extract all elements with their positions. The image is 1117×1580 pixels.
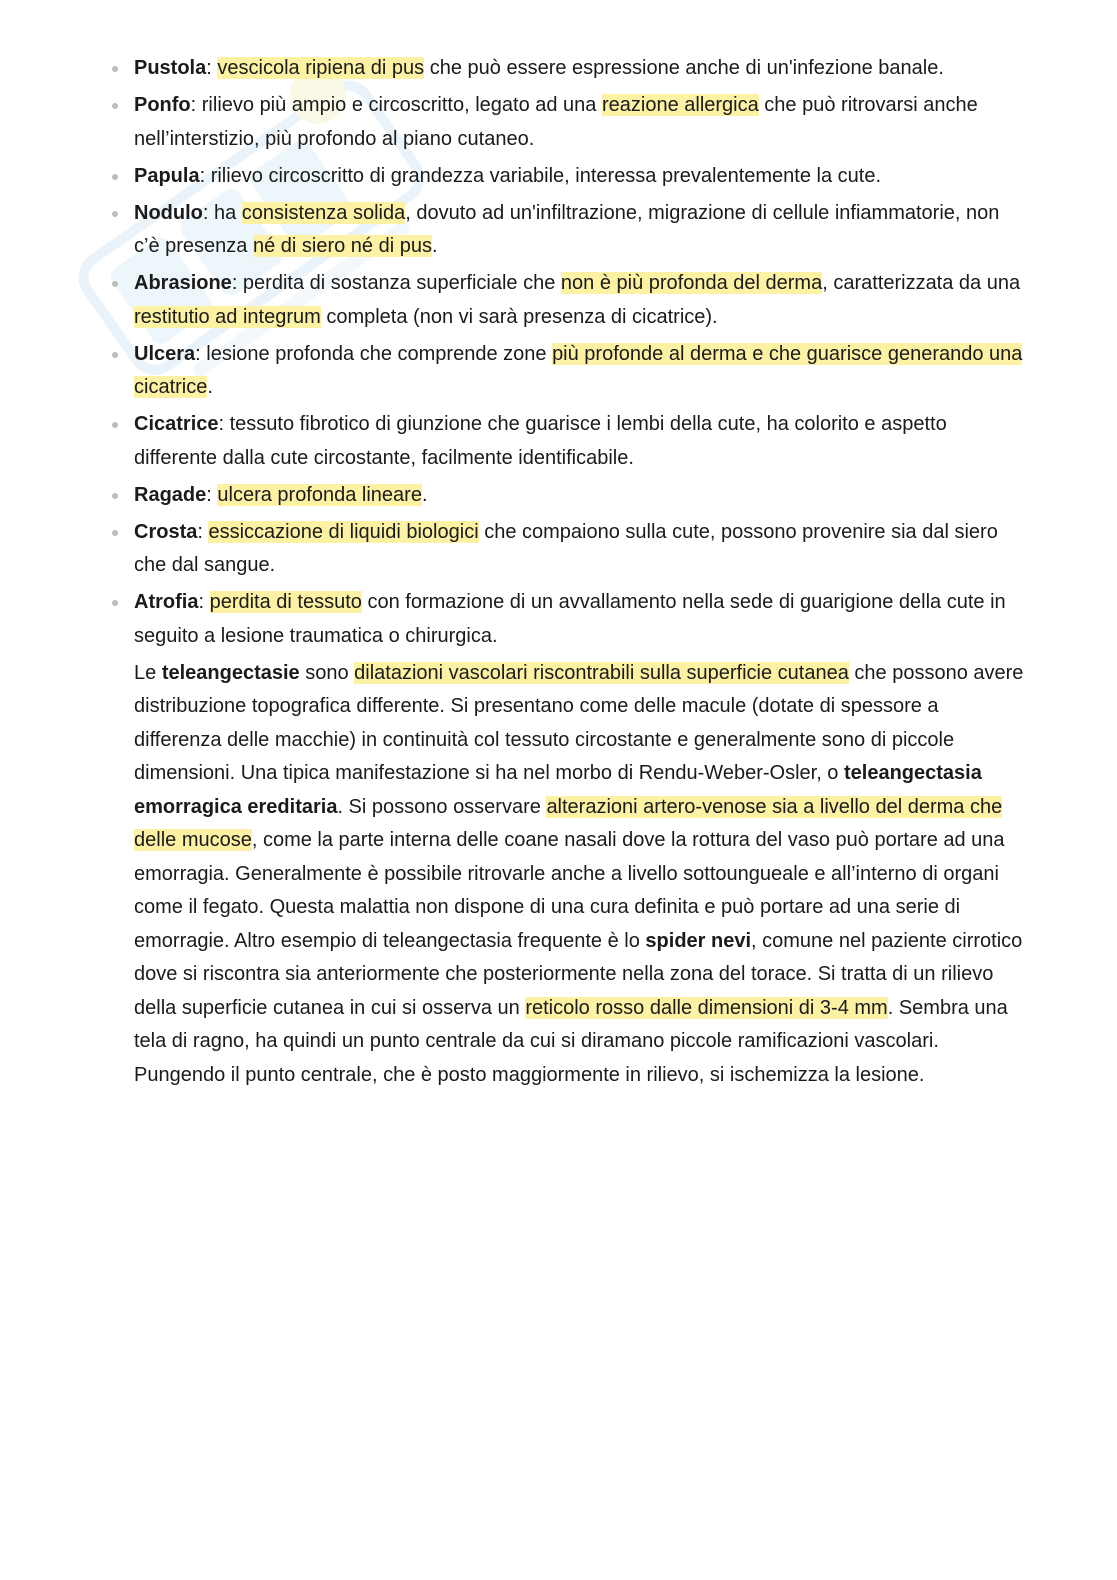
highlighted-text: dilatazioni vascolari riscontrabili sulla superficie cutanea (354, 661, 849, 684)
text-run: : rilievo più ampio e circoscritto, legato ad una (190, 94, 602, 116)
text-run: che possono avere distribuzione topografica differente. Si presentano come delle macule (dotate di spessore a differenza delle macchie) in continuità col tessuto circostante e generalmente sono di piccole dimensioni. Una tipica manifestazione si ha nel morbo di Rendu-Weber-Osler, o (134, 661, 1024, 784)
text-run: : lesione profonda che comprende zone (195, 342, 553, 365)
bold-term: spider nevi (645, 929, 752, 952)
text-run: : ha (202, 201, 242, 224)
highlighted-text: ulcera profonda lineare (217, 483, 422, 506)
definition-item-ulcera (134, 338, 1024, 405)
definition-term: Pustola (134, 57, 207, 79)
definition-item-papula (134, 160, 1024, 194)
highlighted-text: restitutio ad integrum (134, 305, 321, 328)
definition-term: Nodulo (134, 201, 203, 224)
highlighted-text: perdita di tessuto (209, 591, 362, 613)
definition-item-cicatrice (134, 408, 1024, 475)
definition-term: Ulcera (134, 342, 196, 365)
text-run: che compaiono sulla cute, possono provenire sia dal siero che dal sangue. (134, 520, 998, 576)
definition-term: Ragade (134, 483, 207, 506)
text-run: . (431, 235, 438, 257)
highlighted-text: più profonde al derma e che guarisce generando una cicatrice (134, 342, 1023, 398)
bold-term: teleangectasie (161, 661, 300, 684)
text-run: che può ritrovarsi anche nell’interstizio, più profondo al piano cutaneo. (134, 94, 978, 150)
highlighted-text: alterazioni artero-venose sia a livello del derma che delle mucose (134, 795, 1003, 851)
definition-term: Cicatrice (134, 413, 219, 435)
text-run: , come la parte interna delle coane nasali dove la rottura del vaso può portare ad una emorragia. Generalmente è possibile ritrovarle anche a livello sottoungueale e all’interno di organi come il fegato. Questa malattia non dispone di una cura definita e può portare ad una serie di emorragie. Altro esempio di teleangectasia frequente è lo (134, 829, 1005, 952)
definition-term: Abrasione (134, 272, 232, 294)
text-run: : tessuto fibrotico di giunzione che guarisce i lembi della cute, ha colorito e aspetto differente dalla cute circostante, facilmente identificabile. (134, 413, 947, 469)
highlighted-text: reticolo rosso dalle dimensioni di 3-4 mm (525, 996, 888, 1019)
highlighted-text: vescicola ripiena di pus (217, 57, 425, 79)
text-run: completa (non vi sarà presenza di cicatrice). (320, 305, 718, 328)
highlighted-text: consistenza solida (241, 201, 406, 224)
text-run: : (206, 483, 218, 506)
text-run: sono (299, 661, 355, 684)
teleangectasie-paragraph (134, 657, 1024, 1093)
text-run: . (421, 483, 428, 506)
highlighted-text: né di siero né di pus (252, 235, 432, 257)
text-run: Le (134, 661, 162, 684)
highlighted-text: essiccazione di liquidi biologici (208, 520, 479, 543)
text-run: . Si possono osservare (337, 795, 547, 818)
definition-list (134, 52, 1024, 653)
text-run: : perdita di sostanza superficiale che (231, 272, 561, 294)
text-run: che può essere espressione anche di un'infezione banale. (424, 57, 944, 79)
highlighted-text: non è più profonda del derma (560, 272, 823, 294)
text-run: con formazione di un avvallamento nella sede di guarigione della cute in seguito a lesione traumatica o chirurgica. (134, 591, 1006, 647)
text-run: . Sembra una tela di ragno, ha quindi un punto centrale da cui si diramano piccole ramificazioni vascolari. Pungendo il punto centrale, che è posto maggiormente in rilievo, si ischemizza la lesione. (134, 996, 1008, 1086)
definition-term: Ponfo (134, 94, 191, 116)
text-run: , comune nel paziente cirrotico dove si riscontra sia anteriormente che posteriormente nella zona del torace. Si tratta di un rilievo della superficie cutanea in cui si osserva un (134, 929, 1023, 1019)
text-run: , dovuto ad un'infiltrazione, migrazione di cellule infiammatorie, non c’è presenza (134, 201, 1000, 257)
text-run: : rilievo circoscritto di grandezza variabile, interessa prevalentemente la cute. (199, 164, 882, 187)
definition-item-abrasione (134, 267, 1024, 334)
definition-item-crosta (134, 516, 1024, 583)
definition-item-ragade (134, 479, 1024, 513)
text-run: , caratterizzata da una (822, 272, 1021, 294)
definition-term: Crosta (134, 520, 198, 543)
definition-item-atrofia (134, 586, 1024, 653)
definition-item-nodulo (134, 197, 1024, 264)
definition-item-pustola (134, 52, 1024, 86)
text-run: . (207, 376, 213, 398)
text-run: : (198, 591, 210, 613)
definition-term: Atrofia (134, 591, 199, 613)
definition-item-ponfo (134, 89, 1024, 156)
highlighted-text: reazione allergica (601, 94, 759, 116)
text-run: : (197, 520, 209, 543)
text-run: : (206, 57, 218, 79)
document-body (134, 52, 1024, 1092)
bold-term: teleangectasia emorragica ereditaria (134, 762, 982, 818)
definition-term: Papula (134, 164, 200, 187)
